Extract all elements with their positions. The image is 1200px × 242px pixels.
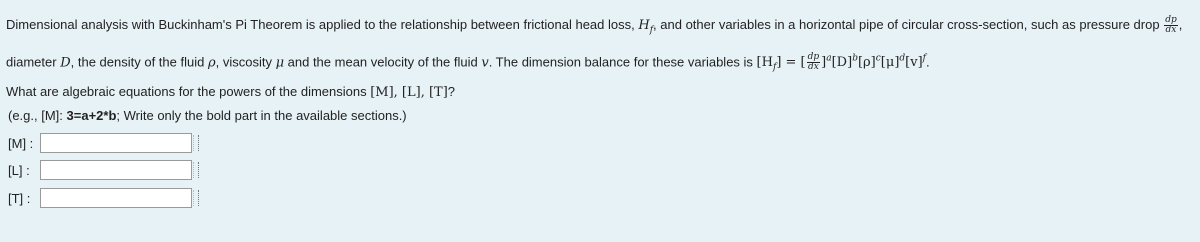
pressure-drop-fraction: $\frac{dp}{dx}$ [1165, 15, 1177, 36]
sub-question-text: What are algebraic equations for the powers of the dimensions [6, 84, 371, 99]
example-prefix: (e.g., [M]: [8, 108, 67, 123]
question-part7: . The dimension balance for these variables is [488, 53, 757, 69]
answer-label-t: [T] : [8, 190, 31, 206]
answer-input-l[interactable] [40, 160, 192, 180]
question-part1: Dimensional analysis with Buckinham's Pi Theorem is applied to the relationship between frictional head loss, [6, 17, 639, 32]
question-part3: , diameter [6, 17, 1183, 69]
answer-label-m: [M] : [8, 135, 34, 151]
answer-row-l [8, 158, 199, 182]
sub-question-end: ? [447, 84, 456, 99]
viscosity-symbol: μ [275, 54, 285, 70]
dimensions-list: [M], [L], [T] [370, 85, 448, 100]
density-symbol: ρ [207, 54, 216, 70]
question-end: . [926, 53, 930, 69]
question-part4: , the density of the fluid [70, 53, 208, 69]
example-hint [8, 108, 407, 123]
resize-handle-m[interactable] [193, 135, 199, 151]
question-part6: and the mean velocity of the fluid [284, 53, 482, 69]
question-part5: , viscosity [215, 53, 276, 69]
answer-row-m [8, 131, 199, 155]
resize-handle-t[interactable] [193, 190, 199, 206]
answer-input-t[interactable] [40, 188, 192, 208]
answer-row-t [8, 186, 199, 210]
dimension-balance-equation: $[H_f]$ = [ $\frac{dp}{dx}$ ]$^a[D]^b[\rho]^c[\mu]^d[v]^f$ [756, 51, 926, 73]
question-text [6, 11, 1196, 82]
sub-question [6, 84, 455, 100]
example-bold: 3=a+2*b [66, 108, 117, 123]
head-loss-symbol: $H_f$ [638, 18, 654, 36]
answer-input-m[interactable] [40, 133, 192, 153]
diameter-symbol: D [60, 54, 71, 70]
velocity-symbol: v [481, 54, 489, 70]
answer-label-l: [L] : [8, 162, 30, 178]
example-suffix: ; Write only the bold part in the available sections.) [116, 108, 407, 123]
question-part2: , and other variables in a horizontal pipe of circular cross-section, such as pressure drop [653, 17, 1164, 32]
resize-handle-l[interactable] [193, 162, 199, 178]
